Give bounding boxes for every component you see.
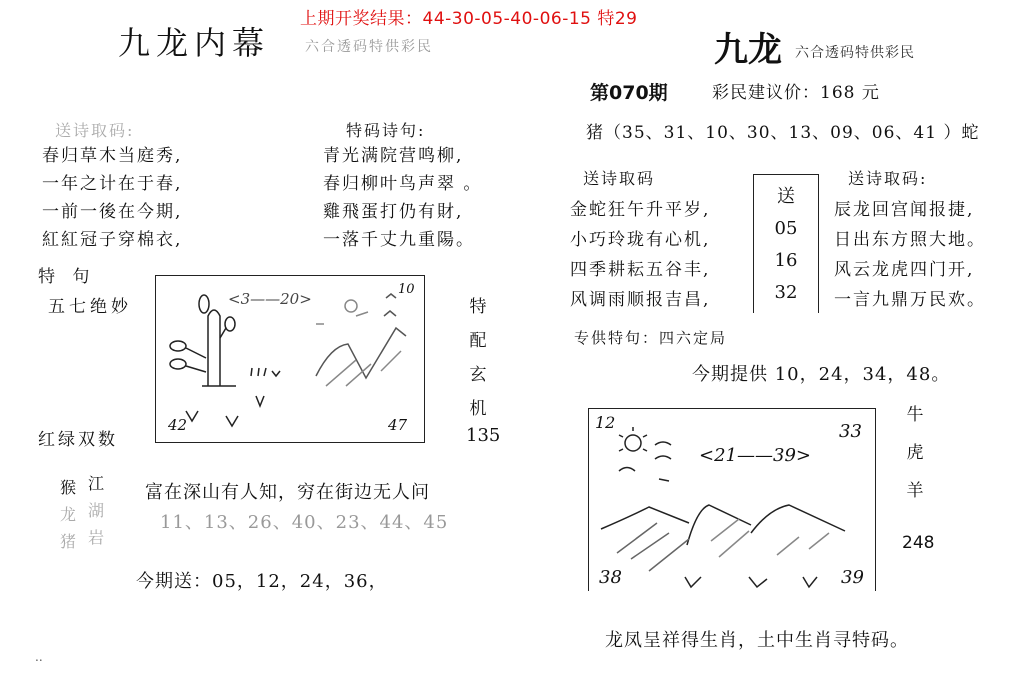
sketch-label-bottom-right: 39 (841, 567, 864, 588)
right-subtitle: 六合透码特供彩民 (795, 45, 915, 61)
side-char: 配 (469, 331, 487, 351)
side-char: 玄 (469, 365, 487, 385)
number-line: 11、13、26、40、23、44、45 (160, 512, 449, 533)
issue-number: 第070期 (590, 82, 668, 104)
sketch-label-top-left: 12 (595, 413, 616, 432)
poem-line: 紅紅冠子穿棉衣, (42, 230, 183, 250)
sketch-label-bottom-right: 47 (388, 416, 408, 434)
send-box-number: 05 (774, 218, 798, 239)
poem-line: 春归草木当庭秀, (42, 146, 183, 166)
left-title: 九龙内幕 (118, 24, 271, 62)
poem-line: 风云龙虎四门开, (834, 260, 975, 280)
right-poem-heading-left: 送诗取码 (583, 169, 656, 188)
right-special-phrase: 专供特句：四六定局 (574, 329, 728, 347)
send-box-number: 16 (774, 250, 798, 271)
poem-line: 一言九鼎万民欢。 (834, 290, 986, 310)
poem-line: 金蛇狂午升平岁, (570, 200, 711, 220)
sketch-label-top-right: 33 (839, 421, 862, 442)
special-phrase-value: 五七绝妙 (48, 297, 132, 317)
right-sketch-box (588, 408, 876, 591)
poem-line: 辰龙回宫闻报捷, (834, 200, 975, 220)
pig-snake-numbers: 猪（35、31、10、30、13、09、06、41 ）蛇 (586, 123, 980, 143)
left-sketch-box (155, 275, 425, 443)
poem-line: 小巧玲珑有心机, (570, 230, 711, 250)
left-subtitle: 六合透码特供彩民 (305, 39, 433, 55)
left-poem-left (42, 142, 182, 254)
poem-line: 青光满院营鸣柳, (323, 146, 464, 166)
left-side-number: 135 (466, 425, 501, 446)
poem-line: 春归柳叶鸟声翠 。 (323, 174, 483, 194)
poem-line: 日出东方照大地。 (834, 230, 986, 250)
poem-line: 雞飛蛋打仍有財, (323, 202, 464, 222)
side-char: 羊 (906, 481, 924, 501)
right-poem-heading-right: 送诗取码: (848, 169, 928, 188)
closing-line: 龙凤呈祥得生肖，土中生肖寻特码。 (605, 630, 909, 651)
left-side-column (466, 290, 490, 426)
red-green-label: 红绿双数 (38, 430, 118, 450)
sketch-label-top-right: 10 (398, 282, 415, 297)
sketch-label-range: <3——20> (228, 290, 312, 308)
right-title: 九龙 (714, 30, 782, 70)
send-box-number: 32 (774, 282, 798, 303)
left-poem-right (323, 142, 482, 254)
side-char: 虎 (906, 443, 924, 463)
poem-line: 四季耕耘五谷丰, (570, 260, 711, 280)
zodiac-col-2 (88, 470, 104, 551)
today-offer: 今期提供 10，24，34，48。 (692, 364, 951, 385)
right-poem-left (570, 195, 710, 315)
send-box (753, 174, 819, 313)
right-poem-right (834, 195, 986, 315)
poem-line: 一年之计在于春, (42, 174, 183, 194)
poem-line: 风调雨顺报吉昌, (570, 290, 711, 310)
proverb: 富在深山有人知，穷在街边无人问 (145, 482, 430, 503)
zodiac-char: 龙 (60, 505, 77, 524)
suggested-price: 彩民建议价：168 元 (712, 83, 880, 103)
zodiac-char: 猪 (60, 532, 77, 551)
sketch-label-bottom-left: 42 (168, 416, 188, 434)
poem-line: 一前一後在今期, (42, 202, 183, 222)
sketch-label-bottom-left: 38 (599, 567, 622, 588)
zodiac-char: 江 (88, 474, 105, 493)
side-char: 特 (469, 297, 487, 317)
sun-mountain-sketch-icon (589, 409, 875, 591)
zodiac-char: 湖 (88, 501, 105, 520)
left-poem-heading: 送诗取码: (55, 121, 135, 140)
special-phrase-label: 特 句 (38, 267, 96, 287)
zodiac-col-1 (60, 474, 76, 555)
left-special-poem-heading: 特码诗句: (346, 121, 426, 140)
sketch-label-range: <21——39> (699, 445, 811, 466)
side-char: 机 (469, 399, 487, 419)
last-draw-result-banner: 上期开奖结果：44-30-05-40-06-15 特29 (300, 9, 638, 29)
footer-dots: .. (35, 650, 43, 664)
right-side-column (903, 396, 927, 510)
side-char: 牛 (906, 405, 924, 425)
poem-line: 一落千丈九重陽。 (323, 230, 475, 250)
right-side-number: 248 (902, 533, 935, 553)
zodiac-char: 猴 (60, 478, 77, 497)
zodiac-char: 岩 (88, 528, 105, 547)
send-box-label: 送 (777, 186, 795, 207)
today-send: 今期送：05，12，24，36， (136, 571, 388, 592)
